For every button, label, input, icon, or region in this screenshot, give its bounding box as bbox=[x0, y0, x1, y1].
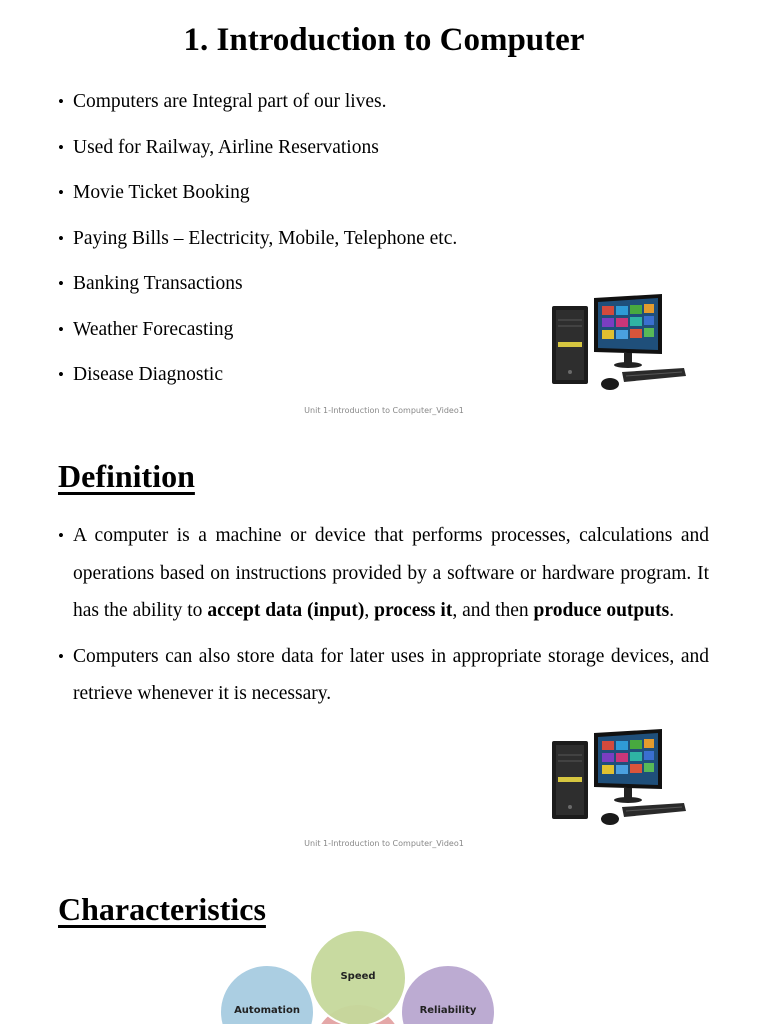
list-item: • Used for Railway, Airline Reservations bbox=[58, 136, 457, 182]
definition-paragraph bbox=[58, 517, 709, 630]
process-phrase: process it bbox=[374, 600, 453, 621]
slide-footer: Unit 1-Introduction to Computer_Video1 bbox=[304, 839, 464, 848]
list-item: • Computers are Integral part of our lives. bbox=[58, 90, 457, 136]
storage-paragraph: • Computers can also store data for later uses in appropriate storage devices, and retrieve whenever it is necessary. bbox=[58, 638, 709, 713]
list-item: • Movie Ticket Booking bbox=[58, 181, 457, 227]
definition-text: A computer is a machine or device that performs processes, calculations and operations based on instructions provided by a software or hardware program. It has the ability to bbox=[73, 525, 709, 621]
accept-data-phrase: accept data (input) bbox=[207, 600, 365, 621]
slide-footer: Unit 1-Introduction to Computer_Video1 bbox=[304, 406, 464, 415]
list-item: • Weather Forecasting bbox=[58, 318, 457, 364]
node-label-speed: Speed bbox=[340, 971, 376, 982]
characteristics-diagram bbox=[0, 920, 768, 1024]
slide-title: 1. Introduction to Computer bbox=[183, 22, 585, 58]
intro-bullet-list bbox=[58, 90, 457, 409]
node-label-automation: Automation bbox=[234, 1005, 300, 1016]
list-item: • Disease Diagnostic bbox=[58, 363, 457, 409]
desktop-computer-icon bbox=[548, 292, 688, 394]
characteristics-heading: Characteristics bbox=[58, 891, 266, 927]
definition-text: . bbox=[669, 600, 675, 621]
definition-text: , bbox=[364, 600, 375, 621]
produce-outputs-phrase: produce outputs bbox=[533, 600, 670, 621]
definition-heading: Definition bbox=[58, 458, 195, 494]
definition-bullet-list bbox=[58, 517, 709, 721]
definition-text: , and then bbox=[452, 600, 534, 621]
list-item: • Paying Bills – Electricity, Mobile, Telephone etc. bbox=[58, 227, 457, 273]
desktop-computer-icon bbox=[548, 727, 688, 829]
node-label-reliability: Reliability bbox=[419, 1005, 477, 1016]
list-item: • Banking Transactions bbox=[58, 272, 457, 318]
